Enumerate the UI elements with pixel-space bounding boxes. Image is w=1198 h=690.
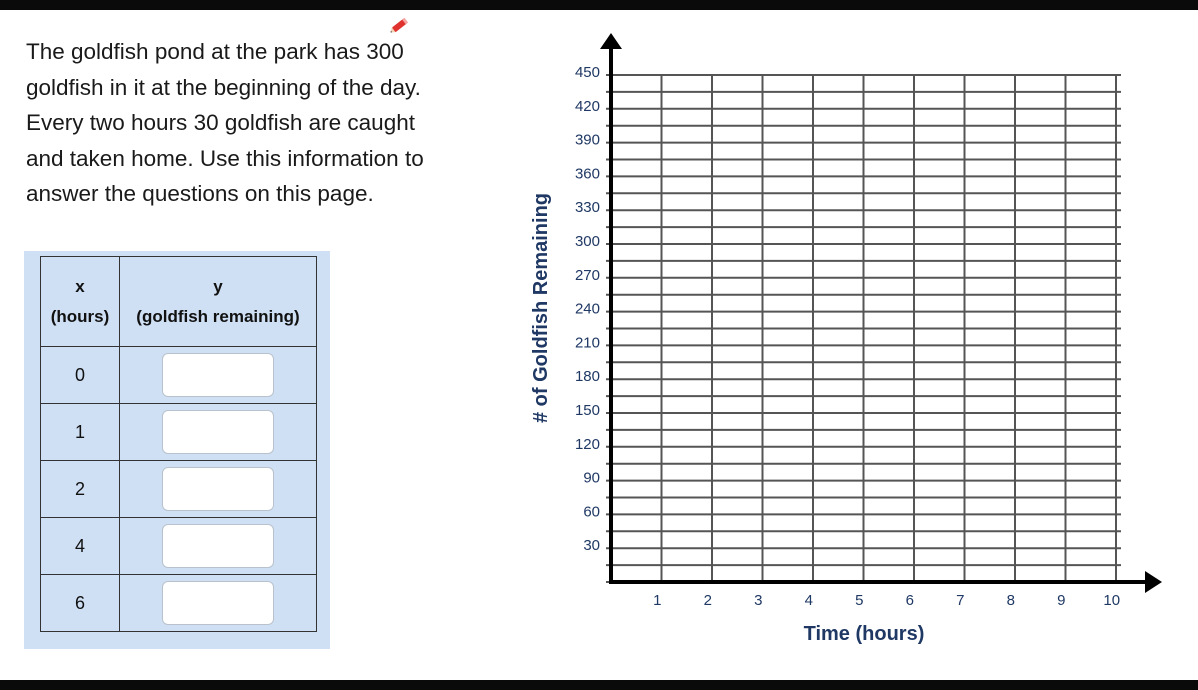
- problem-statement: [26, 34, 496, 212]
- table-row: [41, 575, 317, 632]
- x-cell: 0: [41, 347, 120, 404]
- table-panel: [24, 251, 330, 649]
- y-tick-label: 390: [574, 131, 600, 149]
- y-tick-label: 240: [574, 300, 600, 318]
- x-cell: 4: [41, 518, 120, 575]
- y-tick-label: 270: [574, 266, 600, 284]
- y-tick-label: 210: [574, 334, 600, 352]
- table-row: [41, 518, 317, 575]
- problem-line: answer the questions on this page.: [26, 181, 374, 206]
- x-tick-label: 3: [754, 592, 763, 609]
- x-tick-labels: [653, 592, 1120, 609]
- x-tick-label: 9: [1057, 592, 1066, 609]
- y-answer-input[interactable]: [162, 353, 274, 397]
- y-tick-label: 360: [574, 165, 600, 183]
- x-axis-arrow: [1145, 571, 1162, 593]
- coordinate-graph[interactable]: [520, 25, 1170, 655]
- y-tick-label: 300: [574, 233, 600, 250]
- y-cell: [120, 518, 317, 575]
- table-row: [41, 461, 317, 518]
- y-tick-label: 450: [574, 64, 600, 81]
- problem-line: Every two hours 30 goldfish are caught: [26, 110, 415, 135]
- y-answer-input[interactable]: [162, 410, 274, 454]
- y-tick-label: 330: [574, 199, 600, 217]
- x-header: x: [75, 276, 85, 296]
- x-tick-label: 4: [804, 592, 813, 609]
- x-cell: 1: [41, 404, 120, 461]
- y-cell: [120, 404, 317, 461]
- y-axis-arrow: [600, 33, 622, 49]
- x-tick-label: 6: [905, 592, 914, 609]
- x-tick-label: 5: [855, 592, 864, 609]
- bottom-border: [0, 680, 1198, 690]
- table-row: [41, 404, 317, 461]
- x-tick-label: 10: [1103, 592, 1121, 609]
- x-column-header: [41, 257, 120, 347]
- x-tick-label: 2: [703, 592, 712, 609]
- pencil-icon[interactable]: [388, 14, 412, 36]
- x-axis-label: Time (hours): [803, 623, 925, 645]
- x-unit: (hours): [50, 306, 110, 326]
- y-tick-label: 420: [574, 97, 600, 115]
- y-cell: [120, 575, 317, 632]
- xy-table: [40, 256, 317, 632]
- table-header-row: [41, 257, 317, 347]
- x-tick-label: 7: [956, 592, 965, 609]
- grid: [606, 75, 1121, 582]
- table-row: [41, 347, 317, 404]
- y-tick-label: 90: [583, 469, 600, 487]
- problem-line: goldfish in it at the beginning of the day.: [26, 74, 421, 100]
- y-answer-input[interactable]: [162, 467, 274, 511]
- y-tick-label: 180: [574, 368, 600, 386]
- problem-line: and taken home. Use this information to: [26, 145, 424, 171]
- y-cell: [120, 347, 317, 404]
- y-unit: (goldfish remaining): [136, 306, 300, 326]
- y-tick-label: 120: [574, 435, 600, 453]
- x-tick-label: 8: [1006, 592, 1015, 609]
- y-cell: [120, 461, 317, 518]
- y-axis-label: # of Goldfish Remaining: [530, 192, 552, 424]
- y-answer-input[interactable]: [162, 581, 274, 625]
- x-cell: 2: [41, 461, 120, 518]
- y-tick-label: 30: [583, 537, 600, 555]
- x-tick-label: 1: [653, 592, 662, 609]
- problem-line: The goldfish pond at the park has 300: [26, 39, 404, 64]
- y-tick-label: 150: [574, 402, 600, 419]
- top-border: [0, 0, 1198, 10]
- y-column-header: [120, 257, 317, 347]
- x-cell: 6: [41, 575, 120, 632]
- y-tick-label: 60: [583, 503, 600, 521]
- y-header: y: [213, 276, 223, 296]
- y-answer-input[interactable]: [162, 524, 274, 568]
- y-tick-labels: [575, 64, 600, 554]
